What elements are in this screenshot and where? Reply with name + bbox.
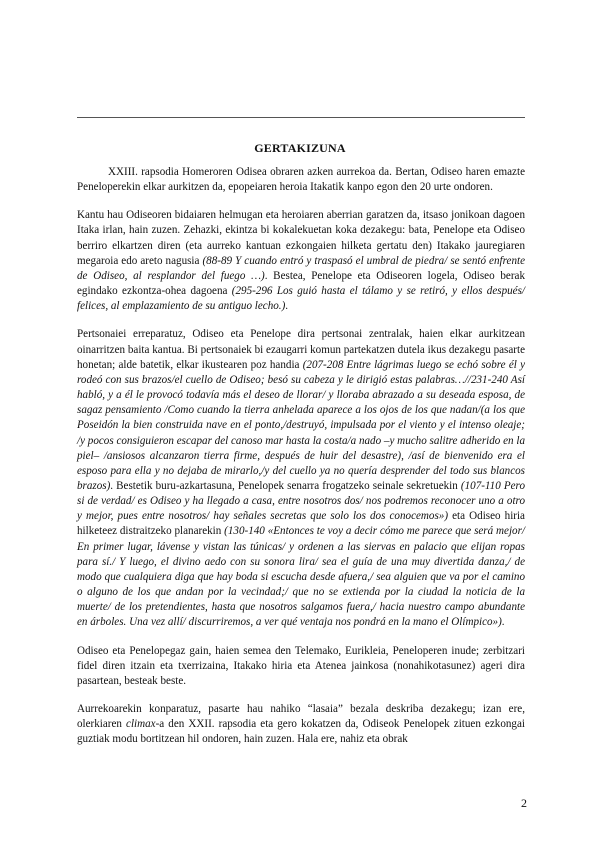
paragraph-text: Odiseo eta Penelopegaz gain, haien semea den Telemako, Eurikleia, Peneloperen inude; zerbitzari fidel diren itzain eta txerrizaina, Itakako hiria eta Atenea jainkosa (nonahikotasunez) ageri dira pasartean, besteak beste. (77, 644, 525, 687)
body-paragraph (77, 327, 525, 630)
body-paragraph (77, 165, 525, 195)
body-paragraph (77, 208, 525, 314)
paragraph-text: . Bestea, Penelope eta Odiseoren logela, Odiseo berak egindako ezkontza-ohea dagoena (77, 269, 525, 298)
quoted-verse: (130-140 «Entonces te voy a decir cómo me parece que será mejor/ En primer lugar, lávense y vistan las túnicas/ y ordenen a las siervas en palacio que elijan ropas para sí./ Y luego, el divino aedo con su sonora lira/ sea el guía de una muy divertida danza,/ de modo que cualquiera diga que hay boda si escucha desde afuera,/ sea alguien que va por el camino o alguno de los que andan por la vecindad;/ que no se extienda por la ciudad la noticia de la muerte/ de los pretendientes, hasta que nosotros salgamos fuera,/ hacia nuestro campo abundante en árboles. Una vez allí/ discurriremos, a ver qué ventaja nos pondrá en la mano el Olímpico») (77, 525, 525, 629)
document-body (77, 165, 525, 760)
page-number: 2 (521, 796, 527, 810)
paragraph-text: . Bestetik buru-azkartasuna, Penelopek senarra frogatzeko seinale sekretuekin (110, 479, 461, 492)
paragraph-text: . (501, 616, 505, 629)
quoted-verse: (88-89 Y cuando entró y traspasó el umbral de piedra/ se sentó enfrente de Odiseo, al resplandor del fuego …) (77, 254, 525, 282)
paragraph-text: Kantu hau Odiseoren bidaiaren helmugan eta heroiaren aberrian garatzen da, itsaso jonikoan dagoen Itaka irlan, hain zuzen. Zehazki, ekintza bi kokalekuetan koka dezakegu: bata, Penelope eta Odiseo berriro elkartzen diren (eta aurreko kantuan ezkongaien hilketa gertatu den) Itakako jauregiaren megaroia edo areto nagusia (77, 209, 525, 267)
body-paragraph (77, 644, 525, 689)
paragraph-text: Pertsonaiei erreparatuz, Odiseo eta Penelope dira pertsonai zentralak, haien elkar aurkitzean oinarritzen baita kantua. Bi pertsonaiek bi ezaugarri komun partekatzen dutela ikus dezakegu pasarte honetan; alde batetik, elkar ikustearen poz handia (77, 328, 525, 371)
paragraph-text: eta Odiseo hiria hilketeez distraitzeko planarekin (77, 510, 525, 538)
paragraph-text: -a den XXII. rapsodia eta gero kokatzen da, Odiseok Penelopek zituen ezkongai guztiak modu bortitzean hil ondoren, hain zuzen. Hala ere, nahiz eta obrak (77, 718, 525, 746)
body-paragraph (77, 702, 525, 747)
header-rule (77, 117, 525, 118)
quoted-verse: (207-208 Entre lágrimas luego se echó sobre él y rodeó con sus brazos/el cuello de Odiseo; besó su cabeza y le dirigió estas palabras…//231-240 Así habló, y a él le provocó todavía más el deseo de llorar/ y lloraba abrazado a su deseada esposa, de sagaz pensamiento /Como cuando la tierra anhelada aparece a los ojos de los que nadan/(a los que Poseidón la bien construida nave en el ponto,/destruyó, impulsada por el viento y el intenso oleaje; /y pocos consiguieron escapar del canoso mar hasta la costa/a nado –y mucho salitre adherido en la piel– /ansiosos alcanzaron tierra firme, después de huir del desastre), /así de bienvenido era el esposo para ella y no dejaba de mirarlo,/y del cuello ya no quería desprender del todo sus blancos brazos) (77, 358, 526, 492)
paragraph-text: . (285, 300, 289, 313)
quoted-verse: (295-296 Los guió hasta el tálamo y se retiró, y ellos después/ felices, al emplazamiento de su antiguo lecho.) (77, 285, 525, 313)
paragraph-text: Aurrekoarekin konparatuz, pasarte hau nahiko “lasaia” bezala deskriba dezakegu; izan ere, olerkiaren (77, 703, 525, 731)
quoted-verse: (107-110 Pero si de verdad/ es Odiseo y ha llegado a casa, entre nosotros dos/ nos podremos reconocer uno a otro y mejor, pues entre nosotros/ hay señales secretas que solo los dos conocemos») (77, 479, 525, 523)
section-title: GERTAKIZUNA (254, 141, 346, 155)
quoted-verse: climax (126, 718, 156, 731)
paragraph-text: XXIII. rapsodia Homeroren Odisea obraren azken aurrekoa da. Bertan, Odiseo haren emazte Peneloperekin elkar aurkitzen da, epopeiaren heroia Itakatik kanpo egon den 20 urte ondoren. (77, 166, 525, 194)
